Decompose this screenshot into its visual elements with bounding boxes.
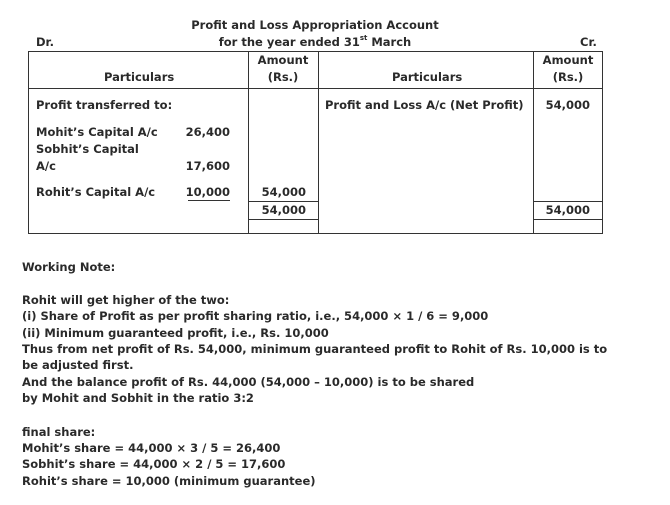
credit-total: 54,000 xyxy=(545,203,590,217)
working-note-line: Thus from net profit of Rs. 54,000, minimum guaranteed profit to Rohit of Rs. 10,000 is to xyxy=(22,342,608,356)
account-period: for the year ended 31st March xyxy=(218,34,412,49)
total-rule xyxy=(533,219,603,220)
entry-underline xyxy=(188,200,230,201)
cr-label: Cr. xyxy=(580,35,597,49)
debit-total: 54,000 xyxy=(261,203,306,217)
subtotal-rule xyxy=(248,201,318,202)
working-note-line: by Mohit and Sobhit in the ratio 3:2 xyxy=(22,391,254,405)
header-rule xyxy=(28,88,603,89)
account-title: Profit and Loss Appropriation Account xyxy=(191,18,439,32)
working-note-line: (i) Share of Profit as per profit sharing ratio, i.e., 54,000 × 1 / 6 = 9,000 xyxy=(22,309,489,323)
debit-particulars-header: Particulars xyxy=(104,70,175,84)
debit-entry-label: Rohit’s Capital A/c xyxy=(36,185,156,199)
final-share-heading: final share: xyxy=(22,425,96,439)
credit-entry-amount: 54,000 xyxy=(545,98,590,112)
working-note-line: Rohit will get higher of the two: xyxy=(22,293,230,307)
credit-amount-header: Amount xyxy=(542,53,594,67)
debit-heading: Profit transferred to: xyxy=(36,98,173,112)
working-note-title: Working Note: xyxy=(22,260,116,274)
working-note-line: (ii) Minimum guaranteed profit, i.e., Rs. 10,000 xyxy=(22,326,329,340)
debit-entry-label: Sobhit’s Capital xyxy=(36,142,139,156)
final-share-line: Mohit’s share = 44,000 × 3 / 5 = 26,400 xyxy=(22,441,281,455)
debit-entry-amount: 26,400 xyxy=(185,125,230,139)
total-rule xyxy=(533,201,603,202)
credit-entry-label: Profit and Loss A/c (Net Profit) xyxy=(325,98,524,112)
debit-entry-label: A/c xyxy=(36,159,56,173)
debit-subtotal: 54,000 xyxy=(261,185,306,199)
credit-particulars-header: Particulars xyxy=(392,70,463,84)
debit-entry-amount: 17,600 xyxy=(185,159,230,173)
total-rule xyxy=(248,219,318,220)
working-note-line: be adjusted first. xyxy=(22,358,134,372)
debit-amount-unit: (Rs.) xyxy=(267,70,299,84)
final-share-line: Sobhit’s share = 44,000 × 2 / 5 = 17,600 xyxy=(22,457,286,471)
debit-amount-header: Amount xyxy=(257,53,309,67)
debit-entry-label: Mohit’s Capital A/c xyxy=(36,125,158,139)
col-divider xyxy=(318,51,319,234)
dr-label: Dr. xyxy=(36,35,54,49)
final-share-line: Rohit’s share = 10,000 (minimum guarantee) xyxy=(22,474,316,488)
working-note-line: And the balance profit of Rs. 44,000 (54,000 – 10,000) is to be shared xyxy=(22,375,475,389)
credit-amount-unit: (Rs.) xyxy=(552,70,584,84)
debit-entry-amount: 10,000 xyxy=(185,185,230,199)
